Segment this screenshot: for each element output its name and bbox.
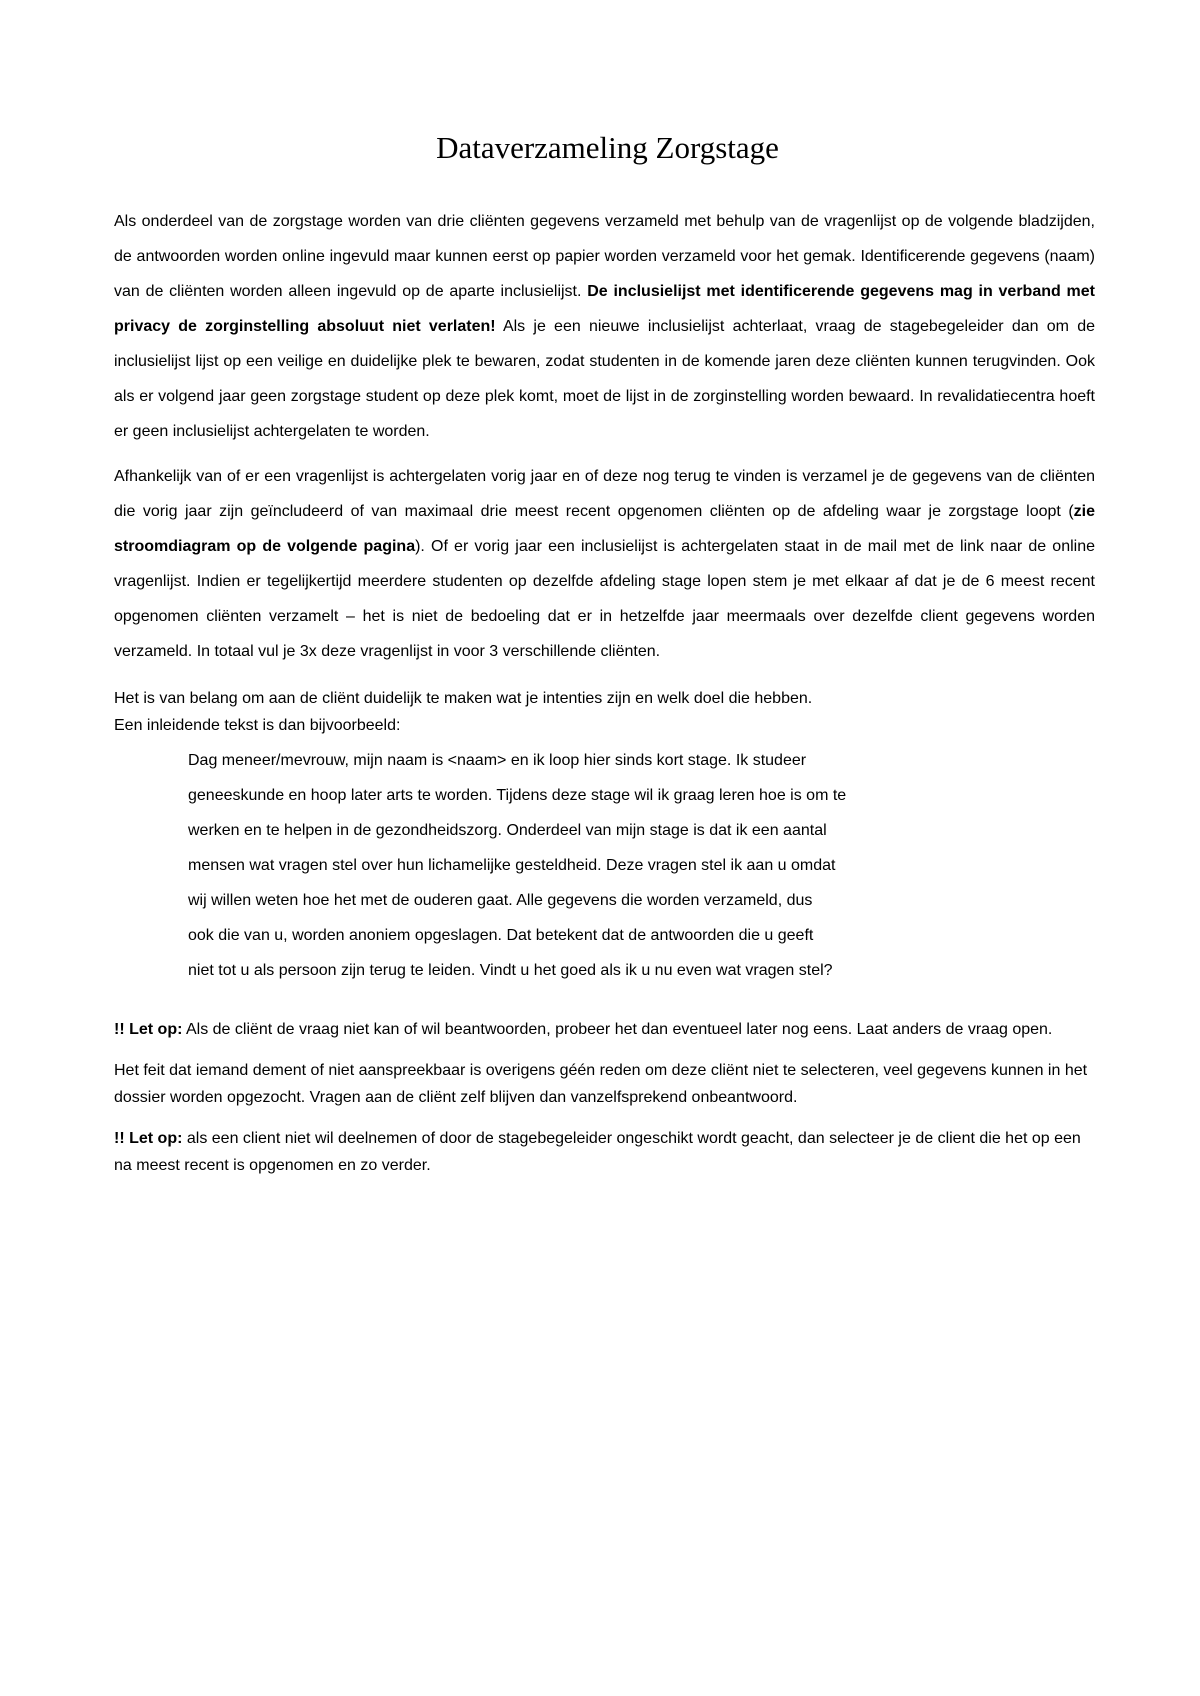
note-unanswered-question [114,1016,1095,1043]
selection-flowchart-reference: zie stroomdiagram op de volgende pagina [114,503,1095,555]
note-label: !! Let op: [114,1130,183,1147]
paragraph-selection [114,459,1095,669]
intro-warning-bold: De inclusielijst met identificerende gegevens mag in verband met privacy de zorginstelling absoluut niet verlaten! [114,283,1095,335]
quote-line: werken en te helpen in de gezondheidszorg. Onderdeel van mijn stage is dat ik een aantal [188,822,827,839]
selection-text: Afhankelijk van of er een vragenlijst is achtergelaten vorig jaar en of deze nog terug te vinden is verzamel je de gegevens van de cliënten die vorig jaar zijn geïncludeerd of van maximaal drie meest recent opgenomen cliënten op de afdeling waar je zorgstage loopt ( [114,468,1095,520]
intro-text: Als onderdeel van de zorgstage worden van drie cliënten gegevens verzameld met behulp van de vragenlijst op de volgende bladzijden, de antwoorden worden online ingevuld maar kunnen eerst op papier worden verzameld voor het gemak. Identificerende gegevens (naam) van de cliënten worden alleen ingevuld op de aparte inclusielijst. [114,213,1095,300]
quote-line: mensen wat vragen stel over hun lichamelijke gesteldheid. Deze vragen stel ik aan u omdat [188,857,836,874]
paragraph-dementia: Het feit dat iemand dement of niet aanspreekbaar is overigens géén reden om deze cliënt niet te selecteren, veel gegevens kunnen in het dossier worden opgezocht. Vragen aan de cliënt zelf blijven dan vanzelfsprekend onbeantwoord. [114,1062,1088,1106]
paragraph-example-intro: Een inleidende tekst is dan bijvoorbeeld: [114,717,401,734]
example-introduction-quote [188,743,1046,988]
note-text: Als de cliënt de vraag niet kan of wil beantwoorden, probeer het dan eventueel later nog eens. Laat anders de vraag open. [182,1021,1053,1038]
note-client-refusal [114,1125,1095,1179]
intro-text-continued: Als je een nieuwe inclusielijst achterlaat, vraag de stagebegeleider dan om de inclusielijst lijst op een veilige en duidelijke plek te bewaren, zodat studenten in de komende jaren deze cliënten kunnen terugvinden. Ook als er volgend jaar geen zorgstage student op deze plek komt, moet de lijst in de zorginstelling worden bewaard. In revalidatiecentra hoeft er geen inclusielijst achtergelaten te worden. [114,318,1095,440]
paragraph-importance: Het is van belang om aan de cliënt duidelijk te maken wat je intenties zijn en welk doel die hebben. [114,690,813,707]
quote-line: geneeskunde en hoop later arts te worden. Tijdens deze stage wil ik graag leren hoe is om te [188,787,847,804]
quote-line: Dag meneer/mevrouw, mijn naam is <naam> en ik loop hier sinds kort stage. Ik studeer [188,752,807,769]
quote-line: wij willen weten hoe het met de ouderen gaat. Alle gegevens die worden verzameld, dus [188,892,813,909]
selection-text-continued: ). Of er vorig jaar een inclusielijst is achtergelaten staat in de mail met de link naar de online vragenlijst. Indien er tegelijkertijd meerdere studenten op dezelfde afdeling stage lopen stem je met elkaar af dat je de 6 meest recent opgenomen cliënten verzamelt – het is niet de bedoeling dat er in hetzelfde jaar meermaals over dezelfde client gegevens worden verzameld. In totaal vul je 3x deze vragenlijst in voor 3 verschillende cliënten. [114,538,1096,660]
quote-line: ook die van u, worden anoniem opgeslagen. Dat betekent dat de antwoorden die u geeft [188,927,814,944]
document-title: Dataverzameling Zorgstage [436,130,779,165]
note-text: als een client niet wil deelnemen of door de stagebegeleider ongeschikt wordt geacht, dan selecteer je de client die het op een na meest recent is opgenomen en zo verder. [114,1130,1081,1174]
paragraph-intro [114,204,1095,449]
quote-line: niet tot u als persoon zijn terug te leiden. Vindt u het goed als ik u nu even wat vragen stel? [188,962,833,979]
note-label: !! Let op: [114,1021,183,1038]
